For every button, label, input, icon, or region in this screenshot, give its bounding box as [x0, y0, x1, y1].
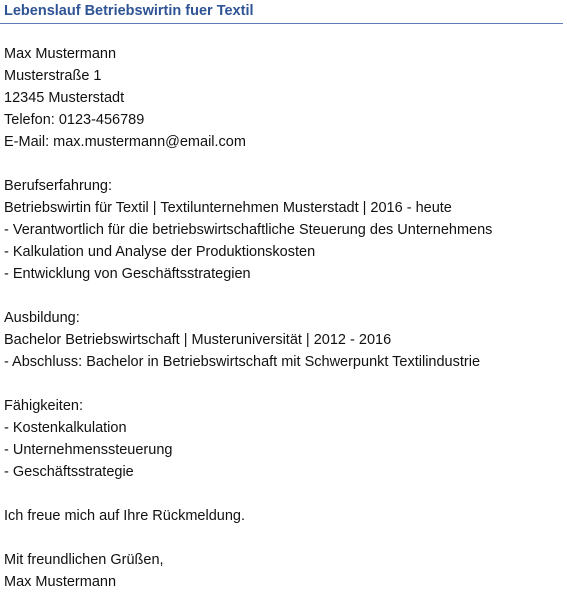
closing-section	[4, 505, 567, 527]
contact-name: Max Mustermann	[4, 46, 117, 62]
contact-street: Musterstraße 1	[4, 68, 102, 84]
experience-item: - Kalkulation und Analyse der Produktionskosten	[4, 244, 316, 260]
education-degree: Bachelor Betriebswirtschaft | Musteruniversität | 2012 - 2016	[4, 332, 392, 348]
contact-city: 12345 Musterstadt	[4, 90, 125, 106]
education-item: - Abschluss: Bachelor in Betriebswirtschaft mit Schwerpunkt Textilindustrie	[4, 354, 481, 370]
contact-block	[4, 43, 567, 153]
experience-heading: Berufserfahrung:	[4, 178, 113, 194]
skills-item: - Kostenkalkulation	[4, 420, 127, 436]
contact-phone: Telefon: 0123-456789	[4, 112, 145, 128]
document-title: Lebenslauf Betriebswirtin fuer Textil	[4, 3, 254, 19]
education-section	[4, 307, 567, 373]
skills-heading: Fähigkeiten:	[4, 398, 83, 414]
education-heading: Ausbildung:	[4, 310, 80, 326]
skills-item: - Unternehmenssteuerung	[4, 442, 173, 458]
skills-item: - Geschäftsstrategie	[4, 464, 134, 480]
signoff-name: Max Mustermann	[4, 574, 117, 590]
document	[4, 0, 567, 593]
signoff-section	[4, 549, 567, 593]
experience-position: Betriebswirtin für Textil | Textilunternehmen Musterstadt | 2016 - heute	[4, 200, 452, 216]
experience-section	[4, 175, 567, 285]
title-divider	[0, 23, 563, 24]
experience-item: - Entwicklung von Geschäftsstrategien	[4, 266, 251, 282]
closing-text: Ich freue mich auf Ihre Rückmeldung.	[4, 508, 245, 524]
skills-section	[4, 395, 567, 483]
experience-item: - Verantwortlich für die betriebswirtschaftliche Steuerung des Unternehmens	[4, 222, 493, 238]
contact-email: E-Mail: max.mustermann@email.com	[4, 134, 246, 150]
signoff-greeting: Mit freundlichen Grüßen,	[4, 552, 164, 568]
